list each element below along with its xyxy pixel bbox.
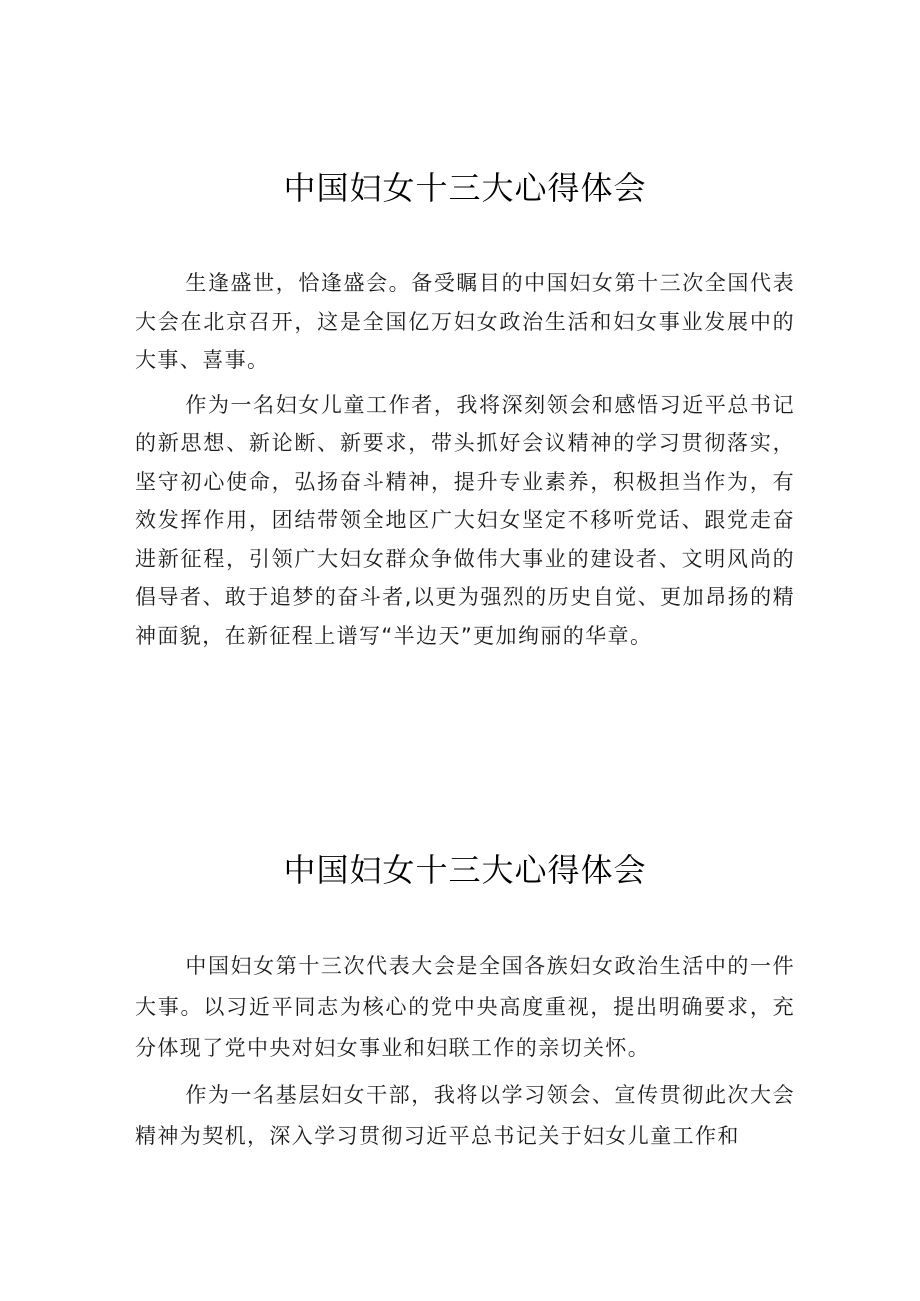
article-section-1 <box>135 160 795 655</box>
paragraph: 作为一名妇女儿童工作者，我将深刻领会和感悟习近平总书记的新思想、新论断、新要求，带头抓好会议精神的学习贯彻落实，坚守初心使命，弘扬奋斗精神，提升专业素养，积极担当作为，有效发挥作用，团结带领全地区广大妇女坚定不移听党话、跟党走奋进新征程，引领广大妇女群众争做伟大事业的建设者、文明风尚的倡导者、敢于追梦的奋斗者,以更为强烈的历史自觉、更加昂扬的精神面貌，在新征程上谱写“半边天”更加绚丽的华章。 <box>135 392 795 648</box>
article-title: 中国妇女十三大心得体会 <box>283 851 647 889</box>
paragraph: 中国妇女第十三次代表大会是全国各族妇女政治生活中的一件大事。以习近平同志为核心的党中央高度重视，提出明确要求，充分体现了党中央对妇女事业和妇联工作的亲切关怀。 <box>135 954 795 1060</box>
paragraph: 作为一名基层妇女干部，我将以学习领会、宣传贯彻此次大会精神为契机，深入学习贯彻习近平总书记关于妇女儿童工作和 <box>135 1083 795 1148</box>
article-body <box>135 264 795 655</box>
article-section-2 <box>135 842 795 1157</box>
article-body <box>135 946 795 1157</box>
article-title: 中国妇女十三大心得体会 <box>283 169 647 207</box>
paragraph: 生逢盛世，恰逢盛会。备受瞩目的中国妇女第十三次全国代表大会在北京召开，这是全国亿万妇女政治生活和妇女事业发展中的大事、喜事。 <box>135 271 795 372</box>
